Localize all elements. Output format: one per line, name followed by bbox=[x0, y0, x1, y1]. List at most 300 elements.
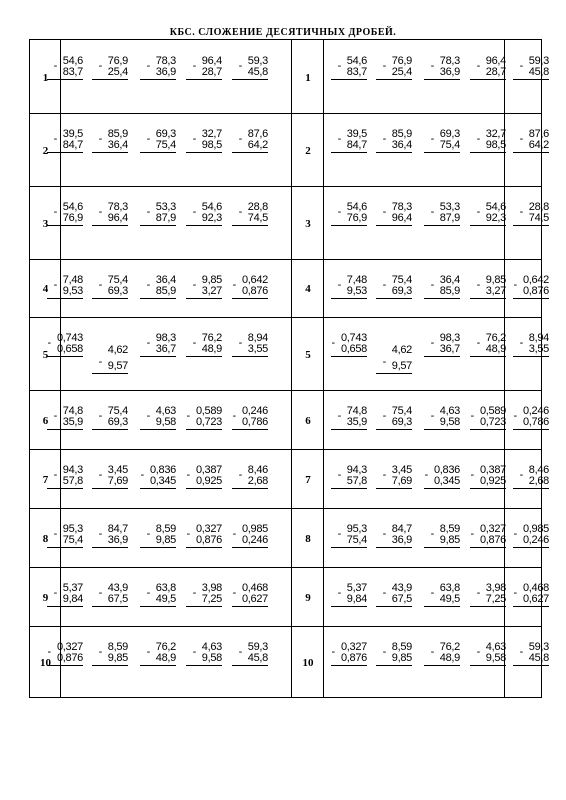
minuend: 3,45 bbox=[107, 464, 128, 476]
subtrahend: 36,7 bbox=[155, 343, 176, 355]
minus-sign: - bbox=[430, 279, 434, 291]
subtraction-problem bbox=[513, 333, 549, 357]
row-number: 6 bbox=[42, 414, 49, 427]
minuend: 98,3 bbox=[155, 332, 176, 344]
subtraction-problem bbox=[92, 465, 128, 489]
answer-line bbox=[92, 79, 128, 80]
subtraction-problem bbox=[140, 56, 176, 80]
row-number: 3 bbox=[305, 217, 311, 230]
subtrahend: 0,246 bbox=[522, 534, 549, 546]
minus-sign: - bbox=[476, 646, 480, 658]
minus-sign: - bbox=[140, 469, 144, 481]
minus-sign: - bbox=[513, 528, 517, 540]
minuend: 59,3 bbox=[247, 55, 268, 67]
subtraction-problem bbox=[92, 275, 128, 299]
answer-line bbox=[186, 606, 222, 607]
subtrahend: 92,3 bbox=[485, 212, 506, 224]
minus-sign: - bbox=[192, 60, 196, 72]
answer-line bbox=[47, 152, 83, 153]
subtraction-problem bbox=[232, 583, 268, 607]
minuend: 53,3 bbox=[155, 201, 176, 213]
minuend: 4,62 bbox=[107, 344, 128, 356]
answer-line bbox=[331, 665, 367, 666]
subtrahend: 49,5 bbox=[439, 593, 460, 605]
minuend: 4,63 bbox=[155, 405, 176, 417]
answer-line bbox=[376, 547, 412, 548]
subtraction-problem bbox=[186, 583, 222, 607]
subtrahend: 0,723 bbox=[195, 416, 222, 428]
answer-line bbox=[513, 665, 549, 666]
answer-line bbox=[140, 488, 176, 489]
minus-sign: - bbox=[470, 469, 474, 481]
answer-line bbox=[186, 665, 222, 666]
minuend: 76,9 bbox=[391, 55, 412, 67]
subtraction-problem bbox=[186, 275, 222, 299]
minus-sign: - bbox=[337, 206, 341, 218]
subtraction-problem bbox=[376, 275, 412, 299]
minuend: 54,6 bbox=[62, 55, 83, 67]
answer-line bbox=[140, 356, 176, 357]
subtrahend: 3,27 bbox=[201, 285, 222, 297]
answer-line bbox=[424, 488, 460, 489]
answer-line bbox=[140, 298, 176, 299]
row-number: 8 bbox=[42, 532, 49, 545]
minuend: 74,8 bbox=[346, 405, 367, 417]
subtrahend: 9,58 bbox=[485, 652, 506, 664]
minus-sign: - bbox=[53, 528, 57, 540]
answer-line bbox=[232, 356, 268, 357]
minus-sign: - bbox=[47, 646, 51, 658]
answer-line bbox=[470, 488, 506, 489]
minus-sign: - bbox=[192, 337, 196, 349]
minuend: 0,743 bbox=[340, 332, 367, 344]
subtraction-problem bbox=[424, 333, 460, 357]
subtrahend: 36,4 bbox=[391, 139, 412, 151]
subtrahend: 36,9 bbox=[155, 66, 176, 78]
subtraction-problem bbox=[186, 56, 222, 80]
answer-line bbox=[424, 79, 460, 80]
subtraction-problem bbox=[47, 406, 83, 430]
subtrahend: 69,3 bbox=[391, 416, 412, 428]
answer-line bbox=[186, 79, 222, 80]
minus-sign: - bbox=[98, 587, 102, 599]
subtraction-problem bbox=[331, 202, 367, 226]
minus-sign: - bbox=[382, 279, 386, 291]
answer-line bbox=[47, 79, 83, 80]
answer-line bbox=[331, 429, 367, 430]
answer-line bbox=[140, 225, 176, 226]
answer-line bbox=[47, 665, 83, 666]
minuend: 3,98 bbox=[201, 582, 222, 594]
answer-line bbox=[470, 665, 506, 666]
answer-line bbox=[376, 429, 412, 430]
minus-sign: - bbox=[476, 60, 480, 72]
minus-sign: - bbox=[382, 356, 386, 368]
row-number: 2 bbox=[305, 144, 311, 157]
minuend: 8,59 bbox=[107, 641, 128, 653]
subtrahend: 48,9 bbox=[439, 652, 460, 664]
subtraction-problem bbox=[92, 524, 128, 548]
minus-sign: - bbox=[232, 410, 236, 422]
subtrahend: 0,658 bbox=[56, 343, 83, 355]
minuend: 7,48 bbox=[346, 274, 367, 286]
worksheet-table bbox=[29, 39, 549, 698]
answer-line bbox=[92, 606, 128, 607]
subtrahend: 7,25 bbox=[485, 593, 506, 605]
minuend: 0,246 bbox=[522, 405, 549, 417]
subtraction-problem bbox=[232, 275, 268, 299]
minus-sign: - bbox=[513, 279, 517, 291]
subtrahend: 3,55 bbox=[247, 343, 268, 355]
answer-line bbox=[47, 225, 83, 226]
answer-line bbox=[470, 298, 506, 299]
minus-sign: - bbox=[519, 646, 523, 658]
grid-column-divider bbox=[291, 40, 292, 697]
subtrahend: 9,57 bbox=[107, 360, 128, 372]
minus-sign: - bbox=[337, 133, 341, 145]
minus-sign: - bbox=[238, 646, 242, 658]
subtrahend: 84,7 bbox=[62, 139, 83, 151]
grid-row-divider bbox=[30, 390, 541, 391]
row-number: 3 bbox=[42, 217, 49, 230]
subtraction-problem bbox=[47, 465, 83, 489]
answer-line bbox=[140, 152, 176, 153]
subtraction-problem bbox=[92, 129, 128, 153]
subtraction-problem bbox=[186, 129, 222, 153]
minus-sign: - bbox=[98, 60, 102, 72]
subtraction-problem bbox=[513, 202, 549, 226]
subtrahend: 85,9 bbox=[439, 285, 460, 297]
subtrahend: 7,25 bbox=[201, 593, 222, 605]
subtraction-problem bbox=[331, 56, 367, 80]
minus-sign: - bbox=[430, 133, 434, 145]
subtrahend: 75,4 bbox=[439, 139, 460, 151]
minus-sign: - bbox=[430, 587, 434, 599]
subtraction-problem bbox=[47, 583, 83, 607]
minus-sign: - bbox=[382, 60, 386, 72]
subtrahend: 0,345 bbox=[149, 475, 176, 487]
subtrahend: 76,9 bbox=[346, 212, 367, 224]
subtrahend: 7,69 bbox=[391, 475, 412, 487]
minus-sign: - bbox=[146, 206, 150, 218]
answer-line bbox=[186, 488, 222, 489]
minuend: 4,62 bbox=[391, 344, 412, 356]
answer-line bbox=[47, 298, 83, 299]
subtraction-problem bbox=[331, 129, 367, 153]
minuend: 59,3 bbox=[528, 55, 549, 67]
subtrahend: 28,7 bbox=[485, 66, 506, 78]
subtrahend: 64,2 bbox=[247, 139, 268, 151]
answer-line bbox=[331, 79, 367, 80]
subtrahend: 85,9 bbox=[155, 285, 176, 297]
subtraction-problem bbox=[92, 202, 128, 226]
subtrahend: 0,925 bbox=[195, 475, 222, 487]
subtraction-problem bbox=[424, 642, 460, 666]
row-number: 2 bbox=[42, 144, 49, 157]
minus-sign: - bbox=[232, 587, 236, 599]
subtraction-problem bbox=[376, 524, 412, 548]
subtrahend: 96,4 bbox=[391, 212, 412, 224]
minus-sign: - bbox=[337, 528, 341, 540]
subtrahend: 98,5 bbox=[485, 139, 506, 151]
minus-sign: - bbox=[430, 60, 434, 72]
row-number: 7 bbox=[305, 473, 311, 486]
answer-line bbox=[92, 488, 128, 489]
minuend: 0,589 bbox=[195, 405, 222, 417]
subtraction-problem bbox=[232, 202, 268, 226]
grid-row-divider bbox=[30, 113, 541, 114]
minuend: 8,59 bbox=[391, 641, 412, 653]
subtrahend: 83,7 bbox=[62, 66, 83, 78]
subtrahend: 45,8 bbox=[528, 66, 549, 78]
minuend: 54,6 bbox=[485, 201, 506, 213]
answer-line bbox=[513, 152, 549, 153]
minus-sign: - bbox=[238, 469, 242, 481]
minuend: 0,327 bbox=[56, 641, 83, 653]
minuend: 0,387 bbox=[195, 464, 222, 476]
subtrahend: 0,876 bbox=[522, 285, 549, 297]
minus-sign: - bbox=[53, 133, 57, 145]
minuend: 8,94 bbox=[528, 332, 549, 344]
answer-line bbox=[140, 665, 176, 666]
minus-sign: - bbox=[470, 410, 474, 422]
subtraction-problem bbox=[513, 129, 549, 153]
minuend: 94,3 bbox=[346, 464, 367, 476]
answer-line bbox=[376, 152, 412, 153]
subtraction-problem bbox=[140, 202, 176, 226]
answer-line bbox=[140, 606, 176, 607]
row-number: 10 bbox=[40, 657, 51, 669]
answer-line bbox=[470, 79, 506, 80]
minus-sign: - bbox=[98, 646, 102, 658]
row-number: 10 bbox=[302, 657, 314, 669]
minus-sign: - bbox=[98, 206, 102, 218]
minus-sign: - bbox=[186, 410, 190, 422]
minuend: 78,3 bbox=[155, 55, 176, 67]
grid-row-divider bbox=[30, 259, 541, 260]
subtraction-problem bbox=[186, 465, 222, 489]
minus-sign: - bbox=[424, 469, 428, 481]
answer-line bbox=[513, 356, 549, 357]
subtraction-problem bbox=[92, 642, 128, 666]
minuend: 8,59 bbox=[155, 523, 176, 535]
subtraction-problem bbox=[424, 129, 460, 153]
minuend: 0,327 bbox=[340, 641, 367, 653]
subtraction-problem bbox=[424, 524, 460, 548]
minuend: 39,5 bbox=[346, 128, 367, 140]
answer-line bbox=[470, 429, 506, 430]
answer-line bbox=[232, 225, 268, 226]
answer-line bbox=[140, 79, 176, 80]
minus-sign: - bbox=[430, 410, 434, 422]
minuend: 4,63 bbox=[201, 641, 222, 653]
subtrahend: 74,5 bbox=[247, 212, 268, 224]
answer-line bbox=[424, 606, 460, 607]
subtraction-problem bbox=[470, 465, 506, 489]
subtrahend: 0,876 bbox=[340, 652, 367, 664]
subtrahend: 75,4 bbox=[346, 534, 367, 546]
subtrahend: 9,58 bbox=[155, 416, 176, 428]
subtraction-problem bbox=[47, 333, 83, 357]
grid-row-divider bbox=[30, 567, 541, 568]
answer-line bbox=[376, 225, 412, 226]
subtraction-problem bbox=[186, 642, 222, 666]
answer-line bbox=[47, 356, 83, 357]
subtraction-problem bbox=[470, 275, 506, 299]
subtrahend: 98,5 bbox=[201, 139, 222, 151]
subtraction-problem bbox=[232, 524, 268, 548]
minus-sign: - bbox=[337, 410, 341, 422]
subtrahend: 45,8 bbox=[528, 652, 549, 664]
minus-sign: - bbox=[476, 337, 480, 349]
minuend: 0,642 bbox=[522, 274, 549, 286]
minuend: 36,4 bbox=[439, 274, 460, 286]
minuend: 28,8 bbox=[528, 201, 549, 213]
minus-sign: - bbox=[331, 646, 335, 658]
answer-line bbox=[232, 298, 268, 299]
minus-sign: - bbox=[470, 528, 474, 540]
answer-line bbox=[186, 225, 222, 226]
answer-line bbox=[424, 152, 460, 153]
minus-sign: - bbox=[337, 587, 341, 599]
answer-line bbox=[331, 225, 367, 226]
minus-sign: - bbox=[238, 337, 242, 349]
subtrahend: 92,3 bbox=[201, 212, 222, 224]
subtrahend: 0,246 bbox=[241, 534, 268, 546]
minuend: 63,8 bbox=[155, 582, 176, 594]
subtraction-problem bbox=[470, 642, 506, 666]
subtraction-problem bbox=[140, 129, 176, 153]
minuend: 0,468 bbox=[522, 582, 549, 594]
minus-sign: - bbox=[146, 337, 150, 349]
answer-line bbox=[424, 547, 460, 548]
minus-sign: - bbox=[232, 279, 236, 291]
grid-row-divider bbox=[30, 508, 541, 509]
minus-sign: - bbox=[146, 279, 150, 291]
minuend: 36,4 bbox=[155, 274, 176, 286]
row-number: 8 bbox=[305, 532, 311, 545]
minuend: 54,6 bbox=[201, 201, 222, 213]
minuend: 5,37 bbox=[346, 582, 367, 594]
subtraction-problem bbox=[140, 406, 176, 430]
subtrahend: 9,85 bbox=[439, 534, 460, 546]
answer-line bbox=[47, 429, 83, 430]
row-number: 9 bbox=[42, 591, 49, 604]
answer-line bbox=[513, 547, 549, 548]
answer-line bbox=[424, 356, 460, 357]
minuend: 75,4 bbox=[391, 405, 412, 417]
answer-line bbox=[331, 152, 367, 153]
subtraction-problem bbox=[513, 275, 549, 299]
minuend: 95,3 bbox=[346, 523, 367, 535]
minus-sign: - bbox=[47, 337, 51, 349]
answer-line bbox=[92, 373, 128, 374]
subtraction-problem bbox=[376, 202, 412, 226]
subtrahend: 0,876 bbox=[195, 534, 222, 546]
subtrahend: 7,69 bbox=[107, 475, 128, 487]
subtrahend: 9,84 bbox=[62, 593, 83, 605]
subtrahend: 87,9 bbox=[155, 212, 176, 224]
subtrahend: 9,53 bbox=[62, 285, 83, 297]
minuend: 0,642 bbox=[241, 274, 268, 286]
answer-line bbox=[186, 429, 222, 430]
minus-sign: - bbox=[519, 60, 523, 72]
answer-line bbox=[47, 488, 83, 489]
minuend: 76,2 bbox=[439, 641, 460, 653]
answer-line bbox=[232, 547, 268, 548]
minus-sign: - bbox=[98, 528, 102, 540]
minus-sign: - bbox=[146, 133, 150, 145]
minuend: 84,7 bbox=[391, 523, 412, 535]
subtraction-problem bbox=[92, 345, 128, 374]
row-number: 9 bbox=[305, 591, 311, 604]
answer-line bbox=[140, 547, 176, 548]
subtrahend: 67,5 bbox=[391, 593, 412, 605]
subtrahend: 75,4 bbox=[155, 139, 176, 151]
answer-line bbox=[331, 547, 367, 548]
subtrahend: 69,3 bbox=[107, 285, 128, 297]
subtrahend: 67,5 bbox=[107, 593, 128, 605]
answer-line bbox=[92, 665, 128, 666]
minus-sign: - bbox=[232, 528, 236, 540]
subtrahend: 2,68 bbox=[247, 475, 268, 487]
grid-row-divider bbox=[30, 317, 541, 318]
minuend: 39,5 bbox=[62, 128, 83, 140]
minuend: 98,3 bbox=[439, 332, 460, 344]
subtraction-problem bbox=[47, 275, 83, 299]
minus-sign: - bbox=[476, 133, 480, 145]
subtraction-problem bbox=[424, 202, 460, 226]
minuend: 0,985 bbox=[522, 523, 549, 535]
minus-sign: - bbox=[430, 646, 434, 658]
minuend: 0,327 bbox=[479, 523, 506, 535]
subtraction-problem bbox=[376, 56, 412, 80]
answer-line bbox=[92, 225, 128, 226]
subtraction-problem bbox=[140, 583, 176, 607]
answer-line bbox=[92, 429, 128, 430]
minus-sign: - bbox=[146, 410, 150, 422]
minus-sign: - bbox=[430, 337, 434, 349]
subtraction-problem bbox=[140, 275, 176, 299]
minuend: 28,8 bbox=[247, 201, 268, 213]
subtraction-problem bbox=[47, 129, 83, 153]
row-number: 1 bbox=[42, 71, 49, 84]
subtraction-problem bbox=[140, 333, 176, 357]
minus-sign: - bbox=[430, 528, 434, 540]
minus-sign: - bbox=[146, 528, 150, 540]
subtrahend: 9,58 bbox=[439, 416, 460, 428]
subtraction-problem bbox=[47, 642, 83, 666]
minuend: 69,3 bbox=[439, 128, 460, 140]
answer-line bbox=[376, 373, 412, 374]
minus-sign: - bbox=[382, 528, 386, 540]
minuend: 7,48 bbox=[62, 274, 83, 286]
subtraction-problem bbox=[186, 333, 222, 357]
subtrahend: 36,9 bbox=[439, 66, 460, 78]
subtraction-problem bbox=[186, 524, 222, 548]
minuend: 0,836 bbox=[433, 464, 460, 476]
subtraction-problem bbox=[376, 465, 412, 489]
minus-sign: - bbox=[476, 587, 480, 599]
minus-sign: - bbox=[382, 206, 386, 218]
subtraction-problem bbox=[232, 56, 268, 80]
answer-line bbox=[376, 606, 412, 607]
minuend: 87,6 bbox=[528, 128, 549, 140]
subtraction-problem bbox=[376, 583, 412, 607]
subtraction-problem bbox=[424, 56, 460, 80]
subtraction-problem bbox=[186, 202, 222, 226]
minuend: 8,46 bbox=[247, 464, 268, 476]
